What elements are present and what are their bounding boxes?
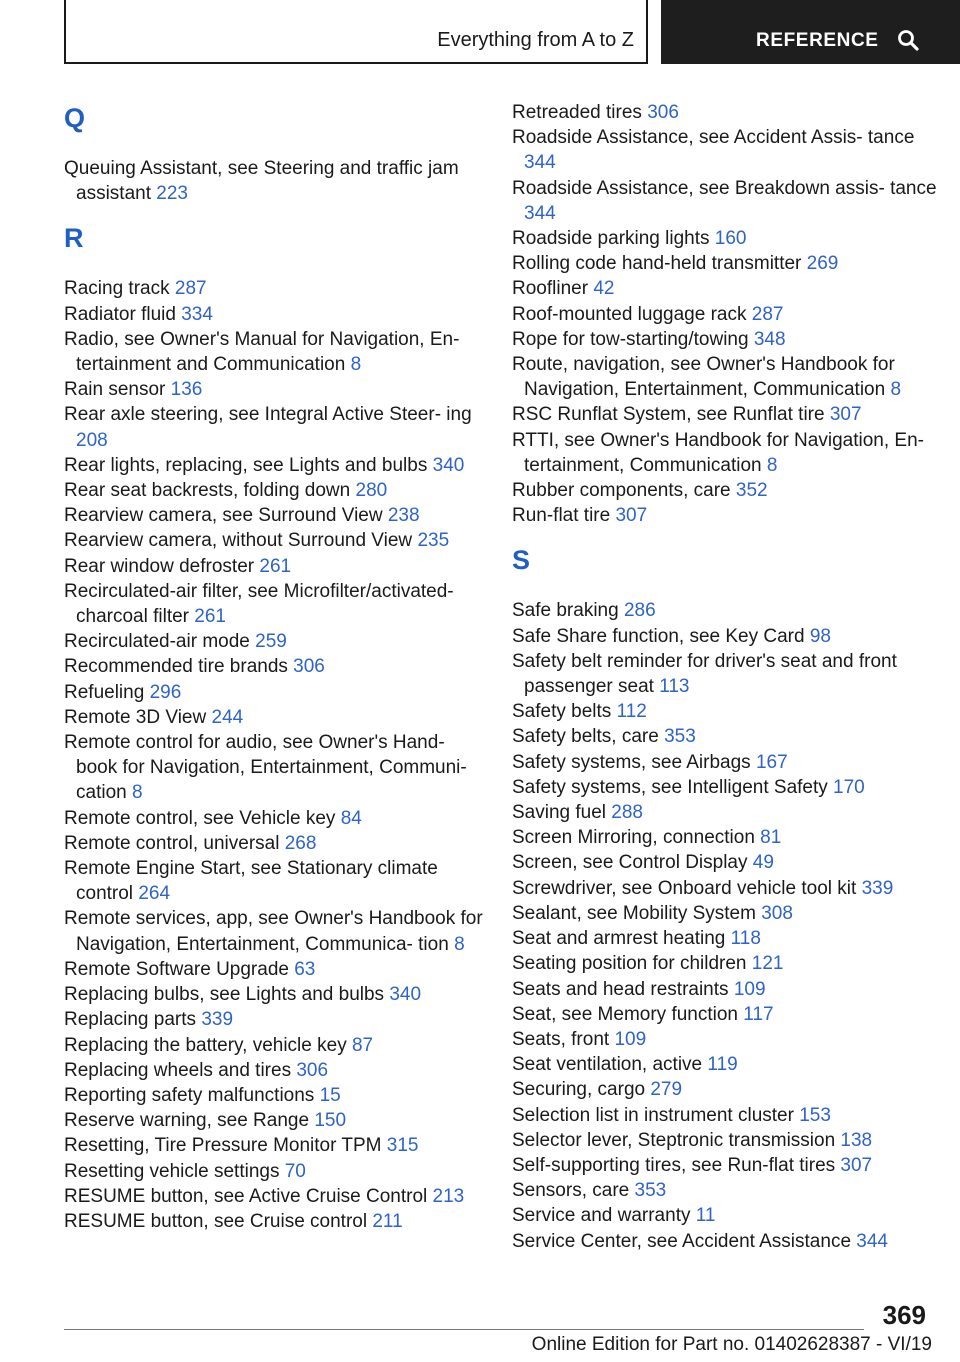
index-entry [512, 251, 942, 276]
index-entry [512, 125, 942, 175]
index-entry-text: Replacing wheels and tires [64, 1059, 292, 1081]
index-entry-text: Safety systems, see Airbags [512, 751, 751, 773]
index-entry-text: Run-flat tire [512, 505, 611, 527]
index-entry [512, 926, 942, 951]
section-title: Everything from A to Z [437, 29, 634, 51]
index-entry-text: Selection list in instrument cluster [512, 1104, 794, 1126]
index-entry-text: Roof-mounted luggage rack [512, 303, 747, 325]
page-reference-link[interactable]: 353 [634, 1180, 667, 1202]
index-entry-text: Sealant, see Mobility System [512, 902, 756, 924]
page-reference-link[interactable]: 160 [714, 228, 747, 250]
page-reference-link[interactable]: 15 [319, 1084, 341, 1106]
page-reference-link[interactable]: 112 [616, 701, 647, 723]
index-entry [512, 1203, 942, 1228]
page-reference-link[interactable]: 344 [524, 152, 556, 174]
page-reference-link[interactable]: 119 [707, 1054, 738, 1076]
index-entry-text: Safety belts, care [512, 726, 659, 748]
index-entry [64, 1007, 484, 1032]
index-entry-text: Replacing bulbs, see Lights and bulbs [64, 984, 385, 1006]
page-reference-link[interactable]: 308 [761, 902, 793, 924]
index-entry [512, 750, 942, 775]
search-icon[interactable] [897, 29, 919, 51]
index-entry-text: Rear axle steering, see Integral Active Steer‐ ing [64, 404, 472, 426]
page-reference-link[interactable]: 170 [833, 776, 865, 798]
page-reference-link[interactable]: 81 [760, 827, 782, 849]
page-reference-link[interactable]: 118 [730, 928, 761, 950]
page-reference-link[interactable]: 235 [417, 530, 450, 552]
page-reference-link[interactable]: 109 [733, 978, 766, 1000]
page-reference-link[interactable]: 109 [614, 1028, 647, 1050]
index-entry [512, 1103, 942, 1128]
index-letter-heading: S [512, 545, 531, 576]
index-entry-text: Saving fuel [512, 802, 607, 824]
index-entry-list [512, 100, 942, 528]
index-entry-text: Safety systems, see Intelligent Safety [512, 776, 828, 798]
index-entry [512, 176, 942, 226]
index-entry [64, 831, 484, 856]
index-entry [512, 724, 942, 749]
index-entry-text: RESUME button, see Active Cruise Control [64, 1185, 428, 1207]
index-entry [512, 503, 942, 528]
index-letter-heading: Q [64, 103, 86, 133]
index-entry [512, 276, 942, 301]
page-reference-link[interactable]: 306 [647, 102, 679, 123]
index-entry-text: Rearview camera, without Surround View [64, 530, 413, 552]
page-reference-link[interactable]: 307 [615, 505, 648, 527]
index-entry-text: Remote control, universal [64, 832, 280, 854]
index-entry [512, 352, 942, 402]
index-entry [512, 100, 942, 125]
index-entry [512, 1077, 942, 1102]
index-entry [512, 649, 942, 699]
page-reference-link[interactable]: 334 [181, 303, 213, 325]
index-entry-list [64, 276, 484, 1234]
index-entry-text: Refueling [64, 681, 145, 703]
index-entry [64, 629, 484, 654]
page-reference-link[interactable]: 296 [149, 681, 182, 703]
index-entry-text: Rear lights, replacing, see Lights and bulbs [64, 454, 428, 476]
index-entry [64, 377, 484, 402]
page-reference-link[interactable]: 121 [751, 953, 784, 975]
index-entry [64, 402, 484, 452]
index-entry-text: Remote control for audio, see Owner's Hand‐ book for Navigation, Entertainment, Communi‐ cation [64, 732, 467, 804]
index-entry-text: Replacing the battery, vehicle key [64, 1034, 347, 1056]
page-reference-link[interactable]: 307 [840, 1154, 873, 1176]
index-entry [64, 1058, 484, 1083]
page-reference-link[interactable]: 287 [751, 303, 784, 325]
page-reference-link[interactable]: 84 [340, 807, 362, 829]
index-entry-text: Reserve warning, see Range [64, 1110, 310, 1132]
index-entry [64, 856, 484, 906]
index-entry [64, 478, 484, 503]
index-entry-text: Remote Software Upgrade [64, 958, 289, 980]
page-reference-link[interactable]: 259 [255, 631, 287, 653]
page-reference-link[interactable]: 307 [829, 404, 862, 426]
index-entry [64, 1159, 484, 1184]
index-entry-text: RSC Runflat System, see Runflat tire [512, 404, 825, 426]
index-entry [64, 503, 484, 528]
index-entry [512, 1178, 942, 1203]
index-entry-text: Recirculated-air mode [64, 631, 250, 653]
index-entry-text: Roadside parking lights [512, 228, 710, 250]
index-entry [64, 1133, 484, 1158]
page-reference-link[interactable]: 340 [389, 984, 422, 1006]
index-entry-text: Rear seat backrests, folding down [64, 480, 351, 502]
index-entry [64, 528, 484, 553]
footer-divider [64, 1329, 864, 1330]
section-header-box [64, 0, 648, 64]
index-entry-text: Rear window defroster [64, 555, 255, 577]
index-entry [512, 1153, 942, 1178]
index-entry [64, 982, 484, 1007]
index-entry-text: Route, navigation, see Owner's Handbook for Navigation, Entertainment, Communication [512, 354, 895, 401]
page-reference-link[interactable]: 208 [76, 429, 108, 451]
page-reference-link[interactable]: 339 [201, 1009, 234, 1031]
index-entry [512, 775, 942, 800]
index-entry-text: Roadside Assistance, see Accident Assis‐ tance [512, 127, 915, 149]
index-entry-text: Sensors, care [512, 1180, 630, 1202]
index-entry [512, 327, 942, 352]
page-reference-link[interactable]: 49 [752, 852, 774, 874]
page-reference-link[interactable]: 70 [284, 1160, 306, 1182]
index-entry-text: Racing track [64, 278, 170, 300]
index-entry [512, 1128, 942, 1153]
page-reference-link[interactable]: 153 [799, 1104, 831, 1126]
page-reference-link[interactable]: 138 [840, 1129, 873, 1151]
index-entry [512, 876, 942, 901]
index-entry-text: Screen Mirroring, connection [512, 827, 755, 849]
index-entry [64, 730, 484, 806]
index-entry-text: Safety belts [512, 701, 612, 723]
index-entry-text: Remote control, see Vehicle key [64, 807, 336, 829]
index-letter-heading: R [64, 223, 84, 254]
index-entry [64, 453, 484, 478]
page-reference-link[interactable]: 42 [593, 278, 615, 300]
page-reference-link[interactable]: 268 [284, 832, 317, 854]
index-entry-text: Roadside Assistance, see Breakdown assis‐ tance [512, 177, 937, 199]
index-entry [64, 1033, 484, 1058]
page-reference-link[interactable]: 238 [387, 505, 420, 527]
index-entry [64, 705, 484, 730]
page-reference-link[interactable]: 352 [735, 480, 768, 502]
page-reference-link[interactable]: 8 [131, 782, 143, 804]
chapter-tab[interactable] [661, 0, 960, 64]
index-entry [64, 680, 484, 705]
index-entry-text: Reporting safety malfunctions [64, 1084, 315, 1106]
index-entry [64, 302, 484, 327]
index-entry [512, 951, 942, 976]
chapter-tab-label: REFERENCE [756, 30, 879, 51]
index-entry [512, 1027, 942, 1052]
index-entry-text: Safe Share function, see Key Card [512, 625, 805, 647]
page-reference-link[interactable]: 63 [294, 958, 316, 980]
page-reference-link[interactable]: 98 [809, 625, 831, 647]
index-entry [64, 1209, 484, 1234]
edition-footer: Online Edition for Part no. 01402628387 - VI/19 [531, 1334, 932, 1355]
index-entry-text: Service Center, see Accident Assistance [512, 1230, 852, 1252]
page-reference-link[interactable]: 315 [386, 1135, 419, 1157]
index-entry-text: Roofliner [512, 278, 589, 300]
index-entry-text: Rain sensor [64, 379, 166, 401]
page-reference-link[interactable]: 269 [806, 253, 839, 275]
page-reference-link[interactable]: 286 [623, 600, 656, 622]
page-reference-link[interactable]: 279 [650, 1079, 683, 1101]
index-entry-text: Screwdriver, see Onboard vehicle tool kit [512, 877, 857, 899]
index-entry-text: Screen, see Control Display [512, 852, 748, 874]
index-entry [64, 1083, 484, 1108]
index-entry [512, 699, 942, 724]
page-reference-link[interactable]: 339 [861, 877, 894, 899]
index-entry [512, 598, 942, 623]
index-entry [512, 825, 942, 850]
index-entry-text: Retreaded tires [512, 102, 642, 123]
page-reference-link[interactable]: 261 [259, 555, 292, 577]
page-reference-link[interactable]: 223 [156, 183, 188, 205]
page-reference-link[interactable]: 244 [211, 706, 244, 728]
page-reference-link[interactable]: 306 [293, 656, 325, 678]
page-reference-link[interactable]: 306 [296, 1059, 329, 1081]
page-reference-link[interactable]: 8 [890, 379, 902, 401]
index-entry-text: Resetting, Tire Pressure Monitor TPM [64, 1135, 382, 1157]
index-entry-text: Service and warranty [512, 1205, 691, 1227]
index-entry-text: Rearview camera, see Surround View [64, 505, 383, 527]
page-reference-link[interactable]: 261 [194, 606, 226, 628]
index-entry [64, 906, 484, 956]
index-entry-text: Remote services, app, see Owner's Handbook for Navigation, Entertainment, Communica‐ tion [64, 908, 483, 955]
index-entry-list [64, 156, 484, 206]
index-entry-text: Radiator fluid [64, 303, 176, 325]
index-entry [512, 1052, 942, 1077]
index-entry [512, 977, 942, 1002]
index-entry [64, 806, 484, 831]
index-entry [512, 1229, 942, 1254]
index-entry [512, 850, 942, 875]
index-entry [64, 554, 484, 579]
index-entry-text: Securing, cargo [512, 1079, 646, 1101]
index-column-right [512, 100, 942, 1254]
index-entry-text: Remote 3D View [64, 706, 207, 728]
index-column-left [64, 100, 484, 1234]
page-reference-link[interactable]: 211 [372, 1210, 403, 1232]
index-entry [512, 624, 942, 649]
index-entry [64, 579, 484, 629]
index-entry [64, 1108, 484, 1133]
page-reference-link[interactable]: 136 [170, 379, 203, 401]
page-reference-link[interactable]: 340 [432, 454, 465, 476]
page-reference-link[interactable]: 353 [664, 726, 696, 748]
index-entry-text: RESUME button, see Cruise control [64, 1210, 368, 1232]
page-reference-link[interactable]: 213 [432, 1185, 465, 1207]
index-entry-text: Radio, see Owner's Manual for Navigation, En‐ tertainment and Communication [64, 328, 460, 376]
index-entry-text: Seats and head restraints [512, 978, 729, 1000]
index-entry [512, 800, 942, 825]
page-reference-link[interactable]: 11 [695, 1205, 716, 1227]
index-entry [512, 226, 942, 251]
page-reference-link[interactable]: 87 [351, 1034, 374, 1056]
index-entry-text: Self-supporting tires, see Run-flat tires [512, 1154, 836, 1176]
page-reference-link[interactable]: 117 [743, 1003, 774, 1025]
index-entry [64, 654, 484, 679]
index-entry-text: Selector lever, Steptronic transmission [512, 1129, 836, 1151]
page-number: 369 [882, 1300, 926, 1330]
index-entry-text: Seating position for children [512, 953, 747, 975]
page-header [0, 0, 960, 66]
index-entry [64, 1184, 484, 1209]
page-reference-link[interactable]: 8 [454, 933, 465, 955]
index-entry-text: Recommended tire brands [64, 656, 288, 678]
page-reference-link[interactable]: 113 [659, 676, 690, 698]
index-entry [64, 156, 484, 206]
page-reference-link[interactable]: 344 [856, 1230, 888, 1252]
index-entry-text: Replacing parts [64, 1009, 197, 1031]
index-entry-text: Safety belt reminder for driver's seat and front passenger seat [512, 650, 897, 698]
page-reference-link[interactable]: 167 [755, 751, 788, 773]
page-reference-link[interactable]: 288 [611, 802, 643, 824]
index-entry-text: Safe braking [512, 600, 619, 622]
index-entry [512, 428, 942, 478]
index-entry-text: Remote Engine Start, see Stationary climate control [64, 858, 438, 905]
index-entry [512, 1002, 942, 1027]
index-entry-text: Seats, front [512, 1028, 610, 1050]
index-entry-text: Seat ventilation, active [512, 1054, 703, 1076]
index-entry [512, 478, 942, 503]
index-entry [512, 402, 942, 427]
index-entry-text: Queuing Assistant, see Steering and traffic jam assistant [64, 158, 459, 205]
index-entry [64, 957, 484, 982]
index-entry-text: RTTI, see Owner's Handbook for Navigation, En‐ tertainment, Communication [512, 429, 924, 476]
page-reference-link[interactable]: 264 [138, 883, 171, 905]
index-entry-text: Rolling code hand-held transmitter [512, 253, 802, 275]
index-entry [512, 302, 942, 327]
index-entry-list [512, 598, 942, 1253]
page-reference-link[interactable]: 280 [355, 480, 388, 502]
index-entry-text: Resetting vehicle settings [64, 1160, 280, 1182]
index-entry-text: Rope for tow-starting/towing [512, 328, 749, 350]
page-reference-link[interactable]: 150 [314, 1110, 347, 1132]
index-entry-text: Recirculated-air filter, see Microfilter/activated- charcoal filter [64, 580, 454, 628]
index-entry-text: Rubber components, care [512, 480, 731, 502]
index-entry [64, 327, 484, 377]
page-reference-link[interactable]: 344 [524, 202, 556, 224]
page-reference-link[interactable]: 287 [174, 278, 207, 300]
page-reference-link[interactable]: 8 [766, 454, 778, 476]
index-entry [512, 901, 942, 926]
page-reference-link[interactable]: 348 [753, 328, 786, 350]
page-reference-link[interactable]: 8 [350, 354, 362, 376]
index-entry-text: Seat, see Memory function [512, 1003, 738, 1025]
index-entry-text: Seat and armrest heating [512, 928, 726, 950]
index-entry [64, 276, 484, 301]
